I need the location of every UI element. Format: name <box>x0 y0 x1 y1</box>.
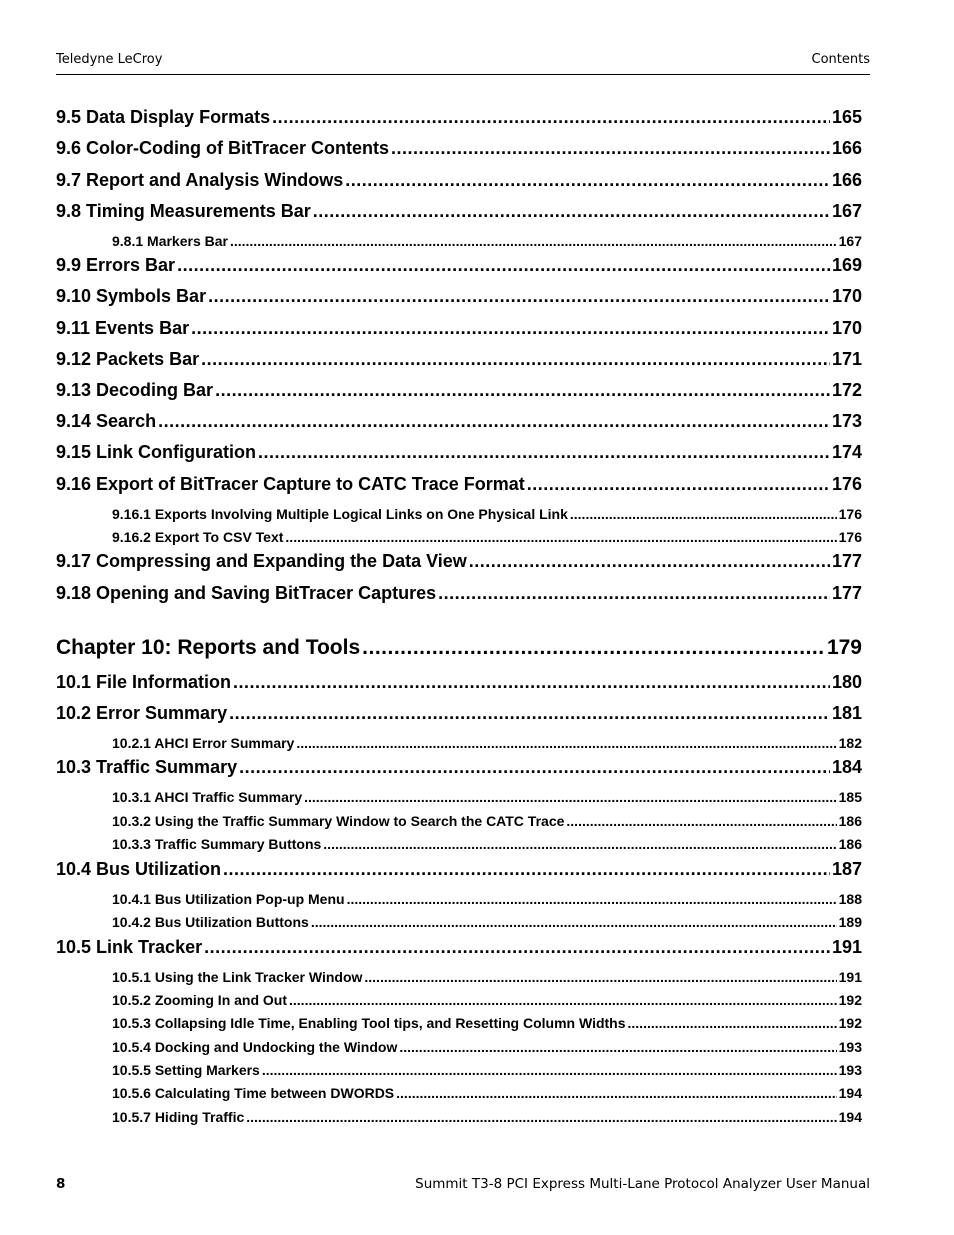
toc-chapter-entry[interactable] <box>56 636 862 660</box>
toc-entry-page: 171 <box>831 349 862 369</box>
toc-entry-title: 10.5.7 Hiding Traffic <box>112 1109 245 1125</box>
toc-entry-page: 173 <box>831 411 862 431</box>
toc-dot-leader <box>311 914 837 930</box>
toc-subsection-entry[interactable] <box>112 789 862 805</box>
toc-dot-leader <box>289 992 837 1008</box>
toc-dot-leader <box>158 411 830 432</box>
page-footer <box>56 1176 870 1194</box>
toc-entry-page: 167 <box>831 201 862 221</box>
toc-entry-title: 9.17 Compressing and Expanding the Data View <box>56 551 467 571</box>
toc-entry-title: 10.5.2 Zooming In and Out <box>112 992 288 1008</box>
toc-entry-title: 9.15 Link Configuration <box>56 442 257 462</box>
toc-subsection-entry[interactable] <box>112 233 862 249</box>
toc-entry-page: 169 <box>831 255 862 275</box>
footer-title: Summit T3-8 PCI Express Multi-Lane Protocol Analyzer User Manual <box>415 1176 870 1192</box>
toc-entry-page: 185 <box>838 789 862 805</box>
toc-entry-title: 10.5 Link Tracker <box>56 937 203 957</box>
toc-section-entry[interactable] <box>56 937 862 958</box>
toc-entry-page: 191 <box>838 969 862 985</box>
toc-subsection-entry[interactable] <box>112 529 862 545</box>
toc-entry-title: 10.4.2 Bus Utilization Buttons <box>112 914 309 930</box>
toc-subsection-entry[interactable] <box>112 735 862 751</box>
toc-entry-title: 9.11 Events Bar <box>56 318 190 338</box>
toc-entry-page: 177 <box>831 583 862 603</box>
toc-subsection-entry[interactable] <box>112 969 862 985</box>
toc-entry-page: 166 <box>831 170 862 190</box>
toc-dot-leader <box>223 859 830 880</box>
toc-entry-page: 188 <box>838 891 862 907</box>
toc-entry-title: 10.1 File Information <box>56 672 232 692</box>
toc-entry-title: 9.12 Packets Bar <box>56 349 200 369</box>
toc-section-entry[interactable] <box>56 442 862 463</box>
toc-entry-page: 193 <box>838 1039 862 1055</box>
toc-entry-title: 9.7 Report and Analysis Windows <box>56 170 344 190</box>
toc-dot-leader <box>438 583 830 604</box>
toc-dot-leader <box>323 836 836 852</box>
toc-entry-title: 10.3.1 AHCI Traffic Summary <box>112 789 303 805</box>
toc-section-entry[interactable] <box>56 380 862 401</box>
toc-entry-title: 10.4.1 Bus Utilization Pop-up Menu <box>112 891 345 907</box>
toc-entry-title: 9.9 Errors Bar <box>56 255 176 275</box>
toc-dot-leader <box>246 1109 836 1125</box>
toc-entry-page: 189 <box>838 914 862 930</box>
toc-section-entry[interactable] <box>56 201 862 222</box>
toc-dot-leader <box>391 138 830 159</box>
toc-entry-title: 10.5.1 Using the Link Tracker Window <box>112 969 363 985</box>
toc-entry-title: 10.2 Error Summary <box>56 703 228 723</box>
toc-dot-leader <box>347 891 837 907</box>
toc-subsection-entry[interactable] <box>112 1085 862 1101</box>
toc-entry-page: 192 <box>838 1015 862 1031</box>
toc-entry-page: 181 <box>831 703 862 723</box>
toc-dot-leader <box>399 1039 836 1055</box>
toc-dot-leader <box>230 233 837 249</box>
toc-section-entry[interactable] <box>56 859 862 880</box>
toc-entry-page: 193 <box>838 1062 862 1078</box>
toc-dot-leader <box>201 349 830 370</box>
toc-section-entry[interactable] <box>56 757 862 778</box>
toc-subsection-entry[interactable] <box>112 914 862 930</box>
toc-dot-leader <box>469 551 830 572</box>
toc-section-entry[interactable] <box>56 138 862 159</box>
page-header <box>56 52 870 70</box>
toc-section-entry[interactable] <box>56 107 862 128</box>
toc-dot-leader <box>262 1062 837 1078</box>
toc-dot-leader <box>229 703 830 724</box>
toc-entry-title: 10.3.2 Using the Traffic Summary Window to Search the CATC Trace <box>112 813 565 829</box>
toc-entry-title: 9.16.1 Exports Involving Multiple Logical Links on One Physical Link <box>112 506 568 522</box>
toc-entry-title: 9.16.2 Export To CSV Text <box>112 529 284 545</box>
toc-entry-page: 182 <box>838 735 862 751</box>
toc-entry-title: 10.4 Bus Utilization <box>56 859 222 879</box>
toc-entry-page: 167 <box>838 233 862 249</box>
toc-subsection-entry[interactable] <box>112 1039 862 1055</box>
toc-section-entry[interactable] <box>56 170 862 191</box>
toc-entry-page: 170 <box>831 318 862 338</box>
header-company: Teledyne LeCroy <box>56 52 163 67</box>
toc-section-entry[interactable] <box>56 255 862 276</box>
toc-subsection-entry[interactable] <box>112 1015 862 1031</box>
toc-entry-title: 10.5.3 Collapsing Idle Time, Enabling Tool tips, and Resetting Column Widths <box>112 1015 626 1031</box>
toc-entry-page: 192 <box>838 992 862 1008</box>
toc-entry-page: 180 <box>831 672 862 692</box>
toc-section-entry[interactable] <box>56 286 862 307</box>
toc-section-entry[interactable] <box>56 703 862 724</box>
header-section: Contents <box>811 52 870 67</box>
toc-entry-title: 10.5.5 Setting Markers <box>112 1062 260 1078</box>
toc-section-entry[interactable] <box>56 583 862 604</box>
toc-dot-leader <box>566 813 836 829</box>
toc-entry-title: 10.2.1 AHCI Error Summary <box>112 735 295 751</box>
toc-dot-leader <box>239 757 830 778</box>
toc-entry-page: 170 <box>831 286 862 306</box>
toc-entry-page: 172 <box>831 380 862 400</box>
toc-entry-title: 9.5 Data Display Formats <box>56 107 271 127</box>
toc-subsection-entry[interactable] <box>112 992 862 1008</box>
toc-section-entry[interactable] <box>56 349 862 370</box>
header-rule <box>56 74 870 75</box>
toc-section-entry[interactable] <box>56 551 862 572</box>
toc-dot-leader <box>233 672 830 693</box>
toc-entry-title: 9.6 Color-Coding of BitTracer Contents <box>56 138 390 158</box>
toc-subsection-entry[interactable] <box>112 813 862 829</box>
toc-entry-page: 186 <box>838 836 862 852</box>
toc-entry-page: 166 <box>831 138 862 158</box>
toc-dot-leader <box>258 442 830 463</box>
toc-entry-page: 176 <box>831 474 862 494</box>
toc-entry-title: 9.10 Symbols Bar <box>56 286 207 306</box>
toc-dot-leader <box>527 474 830 495</box>
toc-subsection-entry[interactable] <box>112 1062 862 1078</box>
toc-dot-leader <box>191 318 830 339</box>
toc-dot-leader <box>204 937 830 958</box>
toc-dot-leader <box>396 1085 836 1101</box>
toc-subsection-entry[interactable] <box>112 891 862 907</box>
toc-dot-leader <box>313 201 830 222</box>
toc-entry-title: 9.14 Search <box>56 411 157 431</box>
toc-entry-title: Chapter 10: Reports and Tools <box>56 636 361 659</box>
footer-page-number: 8 <box>56 1176 66 1192</box>
toc-entry-page: 194 <box>838 1109 862 1125</box>
toc-dot-leader <box>177 255 830 276</box>
toc-entry-title: 10.3.3 Traffic Summary Buttons <box>112 836 322 852</box>
toc-entry-page: 194 <box>838 1085 862 1101</box>
toc-entry-title: 10.3 Traffic Summary <box>56 757 238 777</box>
toc-entry-page: 184 <box>831 757 862 777</box>
toc-subsection-entry[interactable] <box>112 1109 862 1125</box>
toc-entry-page: 191 <box>831 937 862 957</box>
toc-entry-title: 9.18 Opening and Saving BitTracer Captures <box>56 583 437 603</box>
toc-entry-page: 179 <box>826 636 862 659</box>
toc-entry-title: 9.13 Decoding Bar <box>56 380 214 400</box>
toc-entry-title: 9.16 Export of BitTracer Capture to CATC Trace Format <box>56 474 525 494</box>
toc-subsection-entry[interactable] <box>112 506 862 522</box>
toc-dot-leader <box>285 529 836 545</box>
toc-entry-page: 176 <box>838 506 862 522</box>
toc-entry-page: 187 <box>831 859 862 879</box>
toc-section-entry[interactable] <box>56 318 862 339</box>
toc-dot-leader <box>272 107 830 128</box>
toc-entry-page: 165 <box>831 107 862 127</box>
toc-dot-leader <box>215 380 830 401</box>
toc-dot-leader <box>570 506 837 522</box>
toc-dot-leader <box>364 969 836 985</box>
toc-section-entry[interactable] <box>56 672 862 693</box>
toc-dot-leader <box>362 636 825 660</box>
toc-section-entry[interactable] <box>56 411 862 432</box>
toc-dot-leader <box>296 735 836 751</box>
toc-entry-title: 10.5.4 Docking and Undocking the Window <box>112 1039 398 1055</box>
toc-entry-page: 177 <box>831 551 862 571</box>
toc-section-entry[interactable] <box>56 474 862 495</box>
toc-dot-leader <box>208 286 830 307</box>
toc-entry-page: 176 <box>838 529 862 545</box>
toc-entry-title: 9.8 Timing Measurements Bar <box>56 201 311 221</box>
toc-entry-page: 186 <box>838 813 862 829</box>
toc-entry-page: 174 <box>831 442 862 462</box>
toc-dot-leader <box>628 1015 837 1031</box>
toc-entry-title: 10.5.6 Calculating Time between DWORDS <box>112 1085 395 1101</box>
toc-entry-title: 9.8.1 Markers Bar <box>112 233 228 249</box>
toc-dot-leader <box>304 789 837 805</box>
toc-subsection-entry[interactable] <box>112 836 862 852</box>
toc-dot-leader <box>345 170 830 191</box>
